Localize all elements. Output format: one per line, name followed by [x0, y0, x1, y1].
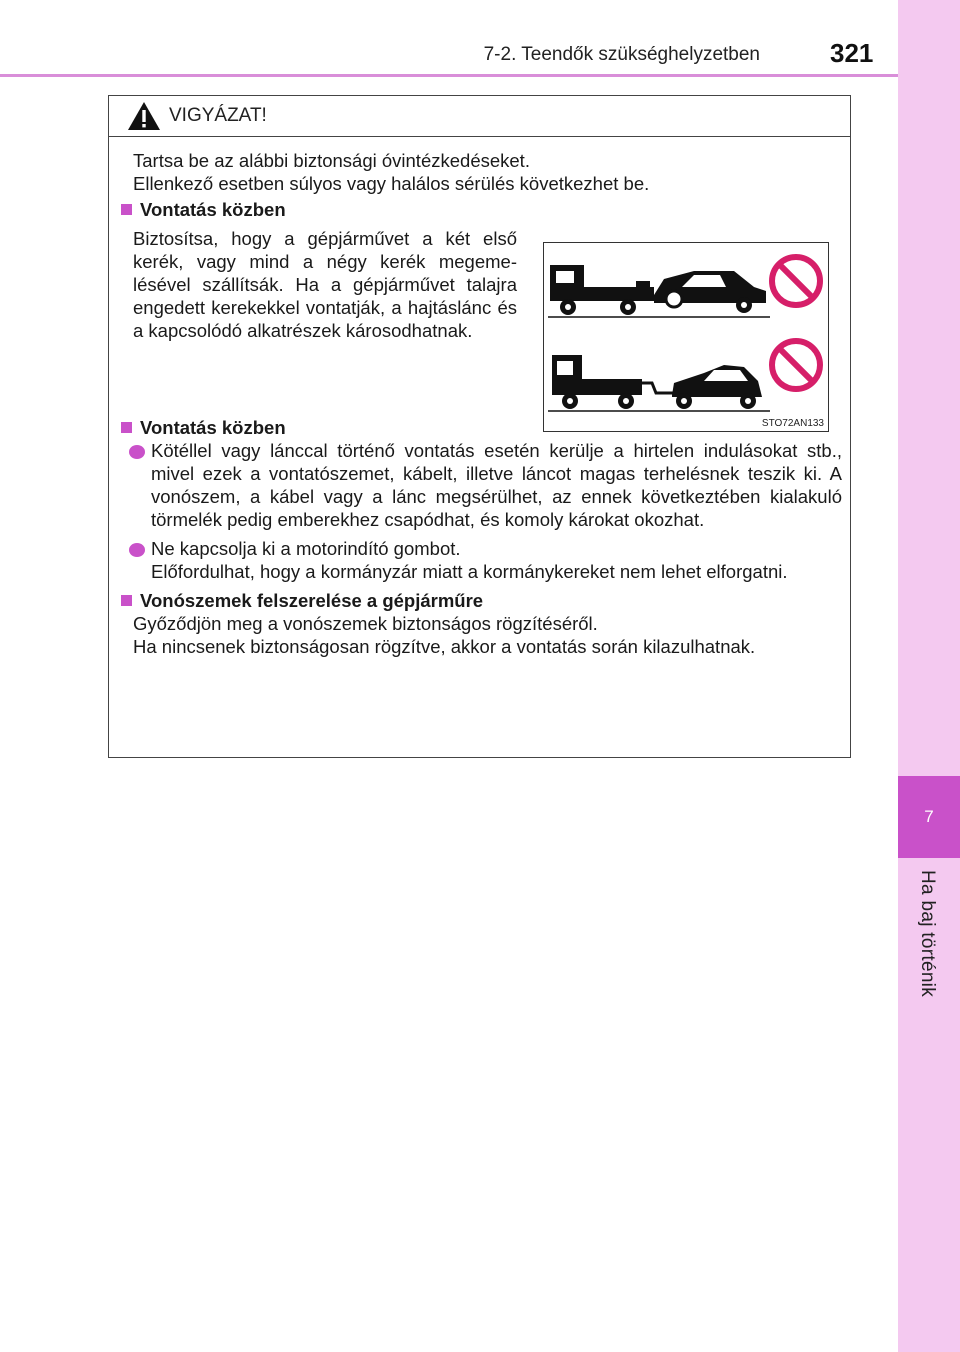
prohibited-icon — [772, 257, 820, 305]
square-bullet-icon — [121, 595, 132, 606]
intro-line-1: Tartsa be az alábbi biztonsági óvintézkedéseket. — [133, 150, 530, 171]
illustration-code: STO72AN133 — [761, 418, 824, 429]
warning-header — [109, 96, 850, 137]
header-title: 7-2. Teendők szükséghelyzetben — [483, 44, 760, 65]
header-rule — [0, 74, 898, 77]
tow-truck-icon — [552, 355, 674, 409]
towing-diagram — [544, 243, 828, 431]
round-bullet-icon — [129, 445, 145, 459]
section-title-towing-2: Vontatás közben — [121, 416, 850, 439]
section-title-towing-1: Vontatás közben — [121, 198, 850, 221]
list-item: Ne kapcsolja ki a motorindító gombot. Előfordulhat, hogy a kormányzár miatt a kormánykereket nem lehet elforgatni. — [129, 537, 850, 583]
tow-eyelets-line-1: Győződjön meg a vonószemek biztonságos rögzítéséről. — [133, 613, 598, 634]
warning-triangle-icon — [127, 101, 161, 131]
section-title-tow-eyelets: Vonószemek felszerelése a gépjárműre — [121, 589, 850, 612]
towing-illustration — [543, 242, 829, 432]
tow-truck-icon — [550, 265, 654, 315]
towed-car-icon — [654, 271, 766, 313]
chapter-number: 7 — [898, 776, 960, 858]
warning-box — [108, 95, 851, 758]
chapter-side-tab — [898, 0, 960, 1352]
intro-line-2: Ellenkező esetben súlyos vagy halálos sérülés következhet be. — [133, 173, 650, 194]
page-number: 321 — [830, 38, 874, 68]
list-item: Kötéllel vagy lánccal történő vontatás esetén kerülje a hirtelen indulásokat stb., mivel ezek a vontatószemet, kábelt, illetve láncot magas terhelésnek teszik ki. A vonószem, a kábel vagy a lánc megsérülhet, az ennek következtében kialakuló törmelék pedig emberekhez csapódhat, és komoly károkat okozhat. — [129, 439, 850, 531]
tow-eyelets-line-2: Ha nincsenek biztonságosan rögzítve, akkor a vontatás során kilazulhatnak. — [133, 636, 756, 657]
prohibited-icon — [772, 341, 820, 389]
square-bullet-icon — [121, 422, 132, 433]
chapter-title: Ha baj történik — [917, 870, 938, 998]
warning-label: VIGYÁZAT! — [169, 105, 267, 126]
towing-paragraph: Biztosítsa, hogy a gépjárművet a két első kerék, vagy mind a négy kerék megemelésével szállítsák. Ha a gépjárművet talajra engedett kerekekkel vontatják, a hajtáslánc és a kapcsolódó alkatrészek károsodhatnak. — [133, 228, 517, 341]
square-bullet-icon — [121, 204, 132, 215]
round-bullet-icon — [129, 543, 145, 557]
towed-car-icon — [672, 365, 762, 409]
